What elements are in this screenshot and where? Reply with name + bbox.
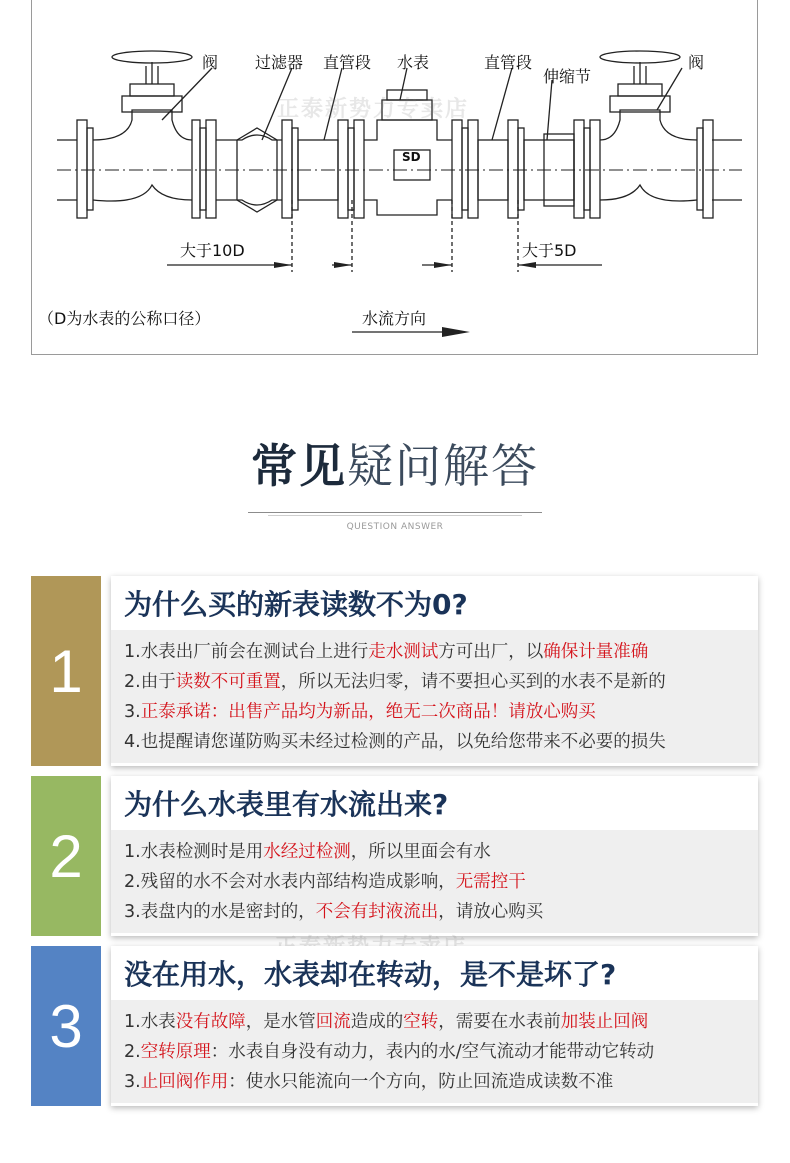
faq-item-1 (31, 576, 758, 766)
expansion-joint-label: 伸缩节 (543, 67, 592, 86)
highlight-text: 无需控干 (455, 872, 526, 892)
answer-text: 2. (124, 1042, 141, 1062)
valve-label-left: 阀 (202, 53, 219, 72)
answer-line (124, 837, 758, 867)
answer-text: 2.残留的水不会对水表内部结构造成影响， (124, 872, 456, 892)
answer-text: ：水表自身没有动力，表内的水/空气流动才能带动它转动 (210, 1042, 655, 1062)
answer-text: ，需要在水表前 (438, 1012, 561, 1032)
title-divider-inner (268, 515, 522, 516)
answer-text: 4.也提醒请您谨防购买未经过检测的产品，以免给您带来不必要的损失 (124, 732, 666, 752)
answer-line (124, 1007, 758, 1037)
faq-card (111, 776, 758, 936)
answer-line (124, 667, 758, 697)
answer-text: 3.表盘内的水是密封的， (124, 902, 316, 922)
highlight-text: 止回阀作用 (140, 1072, 229, 1092)
highlight-text: 确保计量准确 (543, 642, 649, 662)
answer-line (124, 697, 758, 727)
faq-card (111, 576, 758, 766)
answer-line (124, 867, 758, 897)
answer-text: ，所以里面会有水 (350, 842, 491, 862)
answer-text: 3. (124, 1072, 141, 1092)
answer-text: 2.由于 (124, 672, 176, 692)
meter-label: 水表 (397, 53, 430, 72)
answer-text: 1.水表检测时是用 (124, 842, 264, 862)
faq-answer (111, 630, 758, 763)
section-title (0, 438, 790, 494)
faq-item-2 (31, 776, 758, 936)
watermark: 正泰新势力专卖店 (277, 97, 470, 122)
faq-number-block (31, 776, 101, 936)
highlight-text: 不会有封液流出 (315, 902, 439, 922)
diameter-note: （D为水表的公称口径） (38, 309, 211, 328)
highlight-text: 加装止回阀 (560, 1012, 649, 1032)
faq-question: 为什么水表里有水流出来? (111, 776, 758, 830)
straight-pipe-label-left: 直管段 (323, 53, 372, 72)
straight-pipe-label-right: 直管段 (484, 53, 533, 72)
answer-text: 3. (124, 702, 141, 722)
faq-answer (111, 830, 758, 933)
answer-text: ，请放心购买 (438, 902, 544, 922)
faq-number: 1 (49, 637, 83, 705)
highlight-text: 空转 (403, 1012, 439, 1032)
highlight-text: 没有故障 (175, 1012, 246, 1032)
answer-line (124, 727, 758, 757)
answer-line (124, 637, 758, 667)
section-title-light: 疑问解答 (347, 439, 539, 493)
highlight-text: 空转原理 (140, 1042, 211, 1062)
faq-number-block (31, 576, 101, 766)
highlight-text: 走水测试 (368, 642, 439, 662)
answer-text: 方可出厂，以 (438, 642, 544, 662)
meter-mark: SD (402, 150, 421, 164)
faq-number-block (31, 946, 101, 1106)
installation-diagram (31, 0, 758, 355)
flow-direction-label: 水流方向 (362, 309, 427, 328)
answer-text: 1.水表出厂前会在测试台上进行 (124, 642, 369, 662)
highlight-text: 正泰承诺：出售产品均为新品，绝无二次商品！请放心购买 (140, 702, 596, 722)
answer-line (124, 1067, 758, 1097)
section-subtitle: QUESTION ANSWER (346, 522, 444, 532)
highlight-text: 读数不可重置 (175, 672, 281, 692)
answer-text: ：使水只能流向一个方向，防止回流造成读数不准 (228, 1072, 614, 1092)
faq-number: 2 (49, 822, 83, 890)
pipeline-drawing (32, 0, 759, 355)
faq-number: 3 (49, 992, 83, 1060)
faq-card (111, 946, 758, 1106)
title-divider (248, 512, 542, 513)
answer-line (124, 1037, 758, 1067)
faq-item-3 (31, 946, 758, 1106)
dimension-label-10d: 大于10D (180, 241, 245, 260)
dimension-label-5d: 大于5D (522, 241, 577, 260)
valve-label-right: 阀 (688, 53, 705, 72)
answer-line (124, 897, 758, 927)
faq-question: 为什么买的新表读数不为0? (111, 576, 758, 630)
answer-text: 造成的 (350, 1012, 404, 1032)
answer-text: ，所以无法归零，请不要担心买到的水表不是新的 (280, 672, 666, 692)
faq-question: 没在用水，水表却在转动，是不是坏了? (111, 946, 758, 1000)
faq-answer (111, 1000, 758, 1103)
filter-label: 过滤器 (255, 53, 304, 72)
answer-text: ，是水管 (245, 1012, 316, 1032)
highlight-text: 水经过检测 (263, 842, 351, 862)
highlight-text: 回流 (315, 1012, 351, 1032)
answer-text: 1.水表 (124, 1012, 176, 1032)
section-title-bold: 常见 (251, 439, 347, 493)
